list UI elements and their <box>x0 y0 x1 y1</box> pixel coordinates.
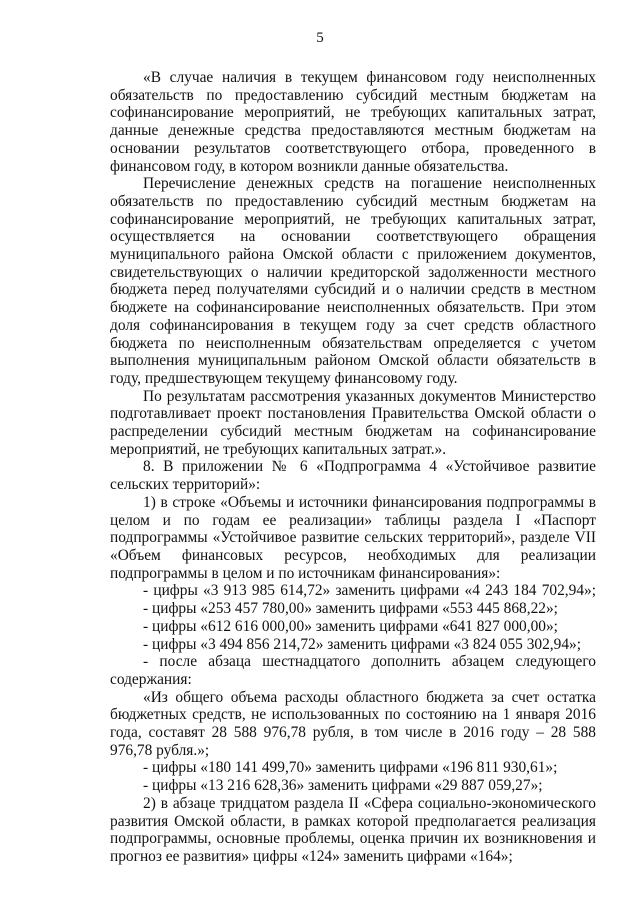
paragraph-unfulfilled-obligations: «В случае наличия в текущем финансовом году неисполненных обязательств по предоставлению субсидий местным бюджетам на софинансирование мероприятий, не требующих капитальных затрат, данные денежные средства предоставляются местным бюджетам на основании результатов соответствующего отбора, проведенного в финансовом году, в котором возникли данные обязательства. <box>110 69 596 175</box>
replacement-line-2: - цифры «253 457 780,00» заменить цифрами «553 445 868,22»; <box>143 600 558 618</box>
replacement-line-5: - цифры «180 141 499,70» заменить цифрами «196 811 930,61»; <box>143 759 558 777</box>
document-body <box>110 69 596 866</box>
paragraph-item-8: 8. В приложении № 6 «Подпрограмма 4 «Устойчивое развитие сельских территорий»: <box>110 458 596 494</box>
replacement-line-4: - цифры «3 494 856 214,72» заменить цифрами «3 824 055 302,94»; <box>143 635 582 653</box>
replacement-line-3: - цифры «612 616 000,00» заменить цифрами «641 827 000,00»; <box>143 617 558 635</box>
paragraph-transfer-funds: Перечисление денежных средств на погашение неисполненных обязательств по предоставлению субсидий местным бюджетам на софинансирование мероприятий, не требующих капитальных затрат, осуществляется на основании соответствующего обращения муниципального района Омской области с приложением документов, свидетельствующих о наличии кредиторской задолженности местного бюджета перед получателями субсидий и о наличии средств в местном бюджете на софинансирование неисполненных обязательств. При этом доля софинансирования в текущем году за счет средств областного бюджета по неисполненным обязательствам определяется с учетом выполнения муниципальным районом Омской области обязательств в году, предшествующем текущему финансовому году. <box>110 175 596 387</box>
page-number: 5 <box>316 30 324 46</box>
addition-instruction: - после абзаца шестнадцатого дополнить абзацем следующего содержания: <box>110 653 596 688</box>
paragraph-subitem-1: 1) в строке «Объемы и источники финансирования подпрограммы в целом и по годам ее реализации» таблицы раздела I «Паспорт подпрограммы «Устойчивое развитие сельских территорий», разделе VII «Объем финансовых ресурсов, необходимых для реализации подпрограммы в целом и по источникам финансирования»: <box>110 493 596 582</box>
quoted-addition: «Из общего объема расходы областного бюджета за счет остатка бюджетных средств, не использованных по состоянию на 1 января 2016 года, составят 28 588 976,78 рубля, в том числе в 2016 году – 28 588 976,78 рубля.»; <box>110 688 596 759</box>
replacement-line-1: - цифры «3 913 985 614,72» заменить цифрами «4 243 184 702,94»; <box>143 582 596 600</box>
paragraph-subitem-2: 2) в абзаце тридцатом раздела II «Сфера социально-экономического развития Омской области, в рамках которой предполагается реализация подпрограммы, основные проблемы, оценка причин их возникновения и прогноз ее развития» цифры «124» заменить цифрами «164»; <box>110 794 596 865</box>
paragraph-ministry-review: По результатам рассмотрения указанных документов Министерство подготавливает проект постановления Правительства Омской области о распределении субсидий местным бюджетам на софинансирование мероприятий, не требующих капитальных затрат.». <box>110 387 596 458</box>
replacement-line-6: - цифры «13 216 628,36» заменить цифрами «29 887 059,27»; <box>143 777 543 795</box>
